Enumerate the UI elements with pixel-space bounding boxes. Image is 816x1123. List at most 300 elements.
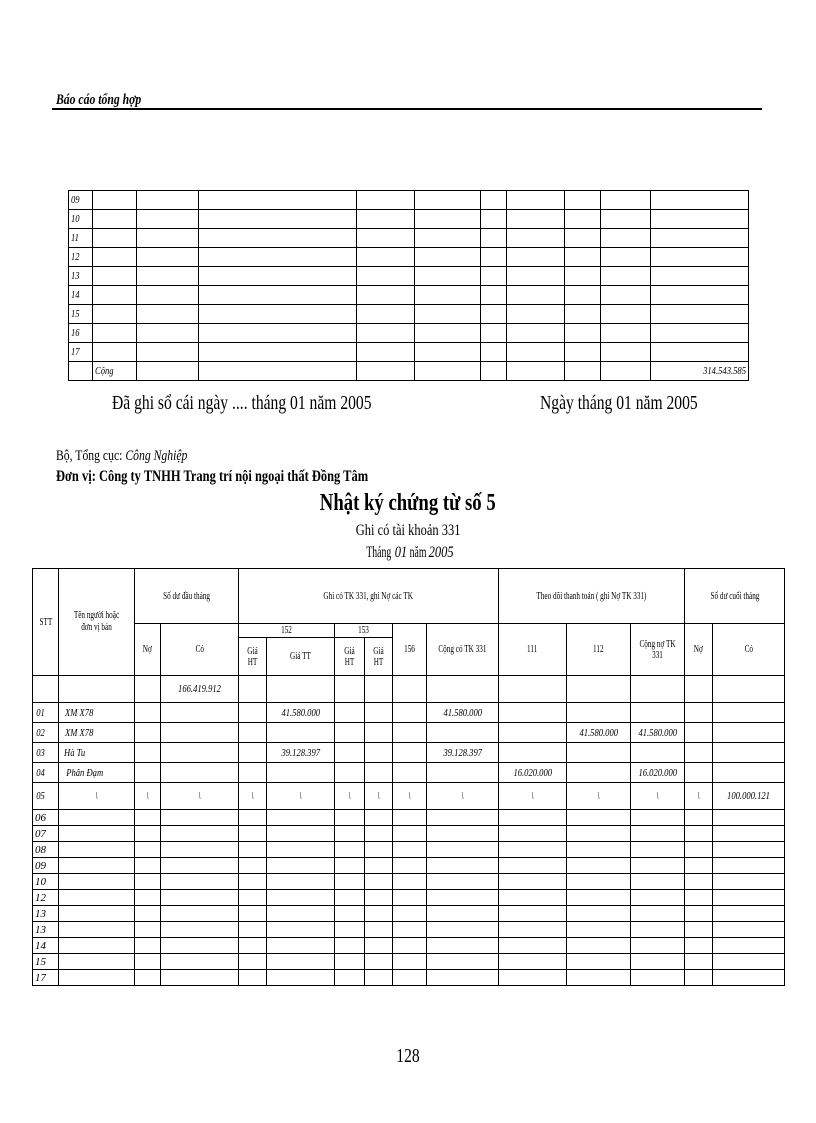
cell <box>365 906 393 922</box>
cell <box>93 248 137 267</box>
col-payment-group: Theo dõi thanh toán ( ghi Nợ TK 331) <box>499 569 685 624</box>
table-row <box>69 191 749 210</box>
cell <box>267 826 335 842</box>
cell <box>415 305 481 324</box>
a111 <box>499 723 567 743</box>
cell <box>631 922 685 938</box>
cell <box>199 210 357 229</box>
cell <box>713 874 785 890</box>
cell <box>199 286 357 305</box>
table-row <box>69 210 749 229</box>
cell <box>601 343 651 362</box>
cell <box>631 826 685 842</box>
table-row <box>69 267 749 286</box>
cell <box>239 676 267 703</box>
closing-co <box>713 723 785 743</box>
cell <box>393 922 427 938</box>
cell <box>365 842 393 858</box>
mark-cell: \ <box>427 783 499 810</box>
cell <box>357 362 415 381</box>
cell <box>335 874 365 890</box>
cell <box>565 248 601 267</box>
cell <box>365 723 393 743</box>
col-153: 153 <box>335 624 393 638</box>
col-closing-no: Nợ <box>685 624 713 676</box>
cell <box>93 305 137 324</box>
cell <box>631 938 685 954</box>
cell <box>499 922 567 938</box>
row-stt: 09 <box>33 858 59 874</box>
total-credit <box>427 763 499 783</box>
cell <box>161 890 239 906</box>
cell <box>239 842 267 858</box>
cell <box>651 305 749 324</box>
cell <box>499 810 567 826</box>
cell <box>335 703 365 723</box>
cell <box>365 858 393 874</box>
cell <box>481 229 507 248</box>
a111: 16.020.000 <box>499 763 567 783</box>
cell <box>239 826 267 842</box>
month-prefix: Tháng <box>366 544 391 561</box>
cell <box>335 906 365 922</box>
col-156: 156 <box>393 624 427 676</box>
col-111: 111 <box>499 624 567 676</box>
a112 <box>567 703 631 723</box>
cell <box>135 874 161 890</box>
cell <box>161 826 239 842</box>
cell <box>481 267 507 286</box>
cell <box>199 324 357 343</box>
table-row <box>33 970 785 986</box>
mark-cell: \ <box>59 783 135 810</box>
cell <box>93 324 137 343</box>
cell <box>507 191 565 210</box>
row-number: 12 <box>69 248 93 267</box>
cell <box>135 890 161 906</box>
cell <box>59 826 135 842</box>
cell <box>507 343 565 362</box>
cell <box>685 743 713 763</box>
opening-co-value: 166.419.912 <box>161 676 239 703</box>
cell <box>631 842 685 858</box>
row-stt: 01 <box>33 703 59 723</box>
g152-gia-tt <box>267 763 335 783</box>
cell <box>713 810 785 826</box>
row-stt: 07 <box>33 826 59 842</box>
cell <box>507 267 565 286</box>
mark-cell: \ <box>685 783 713 810</box>
cell <box>685 906 713 922</box>
cell <box>93 343 137 362</box>
cell <box>365 970 393 986</box>
cell <box>685 810 713 826</box>
cell <box>567 970 631 986</box>
closing-co <box>713 763 785 783</box>
cell <box>335 890 365 906</box>
cell <box>631 676 685 703</box>
cell <box>365 743 393 763</box>
cell <box>631 874 685 890</box>
cell <box>567 858 631 874</box>
cell <box>713 826 785 842</box>
cell <box>267 842 335 858</box>
mark-cell: \ <box>567 783 631 810</box>
cell <box>499 676 567 703</box>
cell <box>499 890 567 906</box>
cell <box>631 954 685 970</box>
a112 <box>567 743 631 763</box>
table-row <box>33 826 785 842</box>
cell <box>651 286 749 305</box>
a112 <box>567 763 631 783</box>
cell <box>161 858 239 874</box>
cell <box>415 229 481 248</box>
unit-line <box>56 468 368 486</box>
cell <box>267 938 335 954</box>
row-name: Hà Tu <box>59 743 135 763</box>
cell <box>427 676 499 703</box>
cell <box>685 676 713 703</box>
mark-cell: \ <box>499 783 567 810</box>
table-row <box>69 286 749 305</box>
cell <box>415 267 481 286</box>
cell <box>267 906 335 922</box>
ministry-label: Bộ, Tổng cục: <box>56 448 126 464</box>
unit-label: Đơn vị: <box>56 468 99 485</box>
cell <box>267 676 335 703</box>
cell <box>427 810 499 826</box>
cell <box>59 874 135 890</box>
row-stt: 04 <box>33 763 59 783</box>
row-number: 09 <box>69 191 93 210</box>
cell <box>59 938 135 954</box>
col-total-debit: Cộng nợ TK 331 <box>631 624 685 676</box>
cell <box>631 810 685 826</box>
cell <box>685 938 713 954</box>
cell <box>507 324 565 343</box>
cell <box>481 362 507 381</box>
cell <box>415 286 481 305</box>
closing-co: 100.000.121 <box>713 783 785 810</box>
cell <box>135 810 161 826</box>
cell <box>357 305 415 324</box>
cell <box>631 890 685 906</box>
cell <box>567 810 631 826</box>
cell <box>499 874 567 890</box>
cell <box>365 826 393 842</box>
ledger-signature-note: Đã ghi sổ cái ngày .... tháng 01 năm 2005 <box>112 392 372 414</box>
row-stt: 14 <box>33 938 59 954</box>
cell <box>335 723 365 743</box>
cell <box>199 248 357 267</box>
cell <box>335 922 365 938</box>
cell <box>685 970 713 986</box>
cell <box>651 191 749 210</box>
cell <box>567 906 631 922</box>
cell <box>335 858 365 874</box>
cell <box>199 267 357 286</box>
cell <box>631 906 685 922</box>
cell <box>481 210 507 229</box>
cell <box>335 938 365 954</box>
mark-cell: \ <box>335 783 365 810</box>
cell <box>161 874 239 890</box>
row-number: 11 <box>69 229 93 248</box>
cell <box>161 810 239 826</box>
col-152-gia-tt: Giá TT <box>267 638 335 676</box>
g152-gia-tt: 39.128.397 <box>267 743 335 763</box>
cell <box>135 743 161 763</box>
total-credit <box>427 723 499 743</box>
row-name: XM X78 <box>59 723 135 743</box>
cell <box>415 343 481 362</box>
cell <box>565 324 601 343</box>
total-credit: 41.580.000 <box>427 703 499 723</box>
table-row <box>69 343 749 362</box>
cell <box>393 858 427 874</box>
cell <box>239 954 267 970</box>
cell <box>135 970 161 986</box>
col-credit-group: Ghi có TK 331, ghi Nợ các TK <box>239 569 499 624</box>
cell <box>267 810 335 826</box>
cell <box>239 723 267 743</box>
cell <box>393 938 427 954</box>
cell <box>137 210 199 229</box>
header-title: Báo cáo tổng hợp <box>56 92 142 108</box>
cell <box>335 810 365 826</box>
cell <box>481 286 507 305</box>
document-title-text: Nhật ký chứng từ số 5 <box>320 490 496 516</box>
cell <box>199 362 357 381</box>
cell <box>685 763 713 783</box>
cell <box>137 286 199 305</box>
cell <box>601 324 651 343</box>
cell <box>239 906 267 922</box>
table-row <box>33 810 785 826</box>
cell <box>93 191 137 210</box>
cell <box>135 938 161 954</box>
cell <box>365 763 393 783</box>
cell <box>651 248 749 267</box>
cell <box>161 723 239 743</box>
a112: 41.580.000 <box>567 723 631 743</box>
cell <box>565 343 601 362</box>
cell <box>59 906 135 922</box>
row-stt: 02 <box>33 723 59 743</box>
cell <box>713 922 785 938</box>
mark-cell: \ <box>267 783 335 810</box>
cell <box>335 743 365 763</box>
cell <box>93 267 137 286</box>
cell <box>267 890 335 906</box>
month-mid: năm <box>409 544 427 561</box>
cell <box>59 842 135 858</box>
table-row <box>33 954 785 970</box>
cell <box>267 874 335 890</box>
mark-cell: \ <box>631 783 685 810</box>
row-stt: 13 <box>33 906 59 922</box>
cell <box>239 858 267 874</box>
col-152: 152 <box>239 624 335 638</box>
table-row <box>33 874 785 890</box>
cell <box>335 970 365 986</box>
cell <box>393 743 427 763</box>
cell <box>685 874 713 890</box>
cell <box>335 676 365 703</box>
cell <box>427 826 499 842</box>
mark-cell: \ <box>393 783 427 810</box>
cell <box>365 810 393 826</box>
total-debit <box>631 743 685 763</box>
cell <box>161 922 239 938</box>
cell <box>601 267 651 286</box>
total-debit: 41.580.000 <box>631 723 685 743</box>
cell <box>161 743 239 763</box>
cell <box>685 826 713 842</box>
row-stt: 15 <box>33 954 59 970</box>
cell <box>365 676 393 703</box>
cell <box>685 842 713 858</box>
row-number: 17 <box>69 343 93 362</box>
cell <box>239 810 267 826</box>
cell <box>357 248 415 267</box>
row-stt: 10 <box>33 874 59 890</box>
row-stt: 12 <box>33 890 59 906</box>
cell <box>651 343 749 362</box>
cell <box>161 703 239 723</box>
cell <box>713 954 785 970</box>
cell <box>137 324 199 343</box>
cell <box>601 305 651 324</box>
g152-gia-tt <box>267 723 335 743</box>
cell <box>601 191 651 210</box>
cell <box>199 229 357 248</box>
cell <box>135 906 161 922</box>
a111 <box>499 743 567 763</box>
cell <box>161 906 239 922</box>
cell <box>601 210 651 229</box>
cell <box>601 229 651 248</box>
g152-gia-tt: 41.580.000 <box>267 703 335 723</box>
cell <box>507 248 565 267</box>
cell <box>567 676 631 703</box>
cell <box>685 954 713 970</box>
table-row <box>33 858 785 874</box>
col-closing: Số dư cuối tháng <box>685 569 785 624</box>
cell <box>365 890 393 906</box>
cell <box>161 763 239 783</box>
cell <box>631 970 685 986</box>
cell <box>567 890 631 906</box>
header-rule <box>52 108 762 110</box>
cell <box>59 890 135 906</box>
cell <box>499 938 567 954</box>
cell <box>631 858 685 874</box>
cell <box>565 362 601 381</box>
col-opening-no: Nợ <box>135 624 161 676</box>
year-value: 2005 <box>428 544 454 561</box>
cell <box>137 362 199 381</box>
cell <box>481 305 507 324</box>
table-row <box>69 248 749 267</box>
col-152-gia-ht: Giá HT <box>239 638 267 676</box>
closing-co <box>713 703 785 723</box>
row-number: 15 <box>69 305 93 324</box>
cell <box>651 229 749 248</box>
table-row <box>33 703 785 723</box>
table-row <box>33 783 785 810</box>
total-credit: 39.128.397 <box>427 743 499 763</box>
cell <box>685 703 713 723</box>
cell <box>651 210 749 229</box>
cell <box>415 210 481 229</box>
cell <box>567 938 631 954</box>
cell <box>567 922 631 938</box>
cell <box>415 324 481 343</box>
cell <box>427 938 499 954</box>
cell <box>713 938 785 954</box>
row-number: 16 <box>69 324 93 343</box>
cell <box>481 343 507 362</box>
cell <box>137 229 199 248</box>
cell <box>565 305 601 324</box>
cell <box>393 723 427 743</box>
table-row <box>33 906 785 922</box>
cell <box>481 191 507 210</box>
row-stt: 13 <box>33 922 59 938</box>
cell <box>93 229 137 248</box>
cell <box>393 763 427 783</box>
row-stt: 17 <box>33 970 59 986</box>
cell <box>357 267 415 286</box>
col-closing-co: Có <box>713 624 785 676</box>
page-number: 128 <box>396 1045 420 1067</box>
cell <box>93 210 137 229</box>
opening-row <box>33 676 785 703</box>
cell <box>239 743 267 763</box>
cell <box>393 970 427 986</box>
row-stt: 06 <box>33 810 59 826</box>
document-period <box>0 544 816 562</box>
col-153-gia-ht: Giá HT <box>335 638 365 676</box>
cell <box>393 874 427 890</box>
cell <box>427 890 499 906</box>
cell <box>199 305 357 324</box>
cell <box>507 229 565 248</box>
document-subtitle-text: Ghi có tài khoản 331 <box>355 522 461 539</box>
cell <box>507 286 565 305</box>
cell <box>651 267 749 286</box>
cell <box>685 723 713 743</box>
cell <box>59 922 135 938</box>
col-stt: STT <box>33 569 59 676</box>
cell <box>93 286 137 305</box>
cell <box>565 229 601 248</box>
table-row <box>33 763 785 783</box>
cell <box>481 248 507 267</box>
total-row <box>69 362 749 381</box>
cell <box>507 210 565 229</box>
cell <box>393 842 427 858</box>
cell <box>135 922 161 938</box>
cell <box>567 842 631 858</box>
table-row <box>33 723 785 743</box>
table-row <box>33 938 785 954</box>
cell <box>427 922 499 938</box>
cell <box>499 906 567 922</box>
cell <box>393 954 427 970</box>
